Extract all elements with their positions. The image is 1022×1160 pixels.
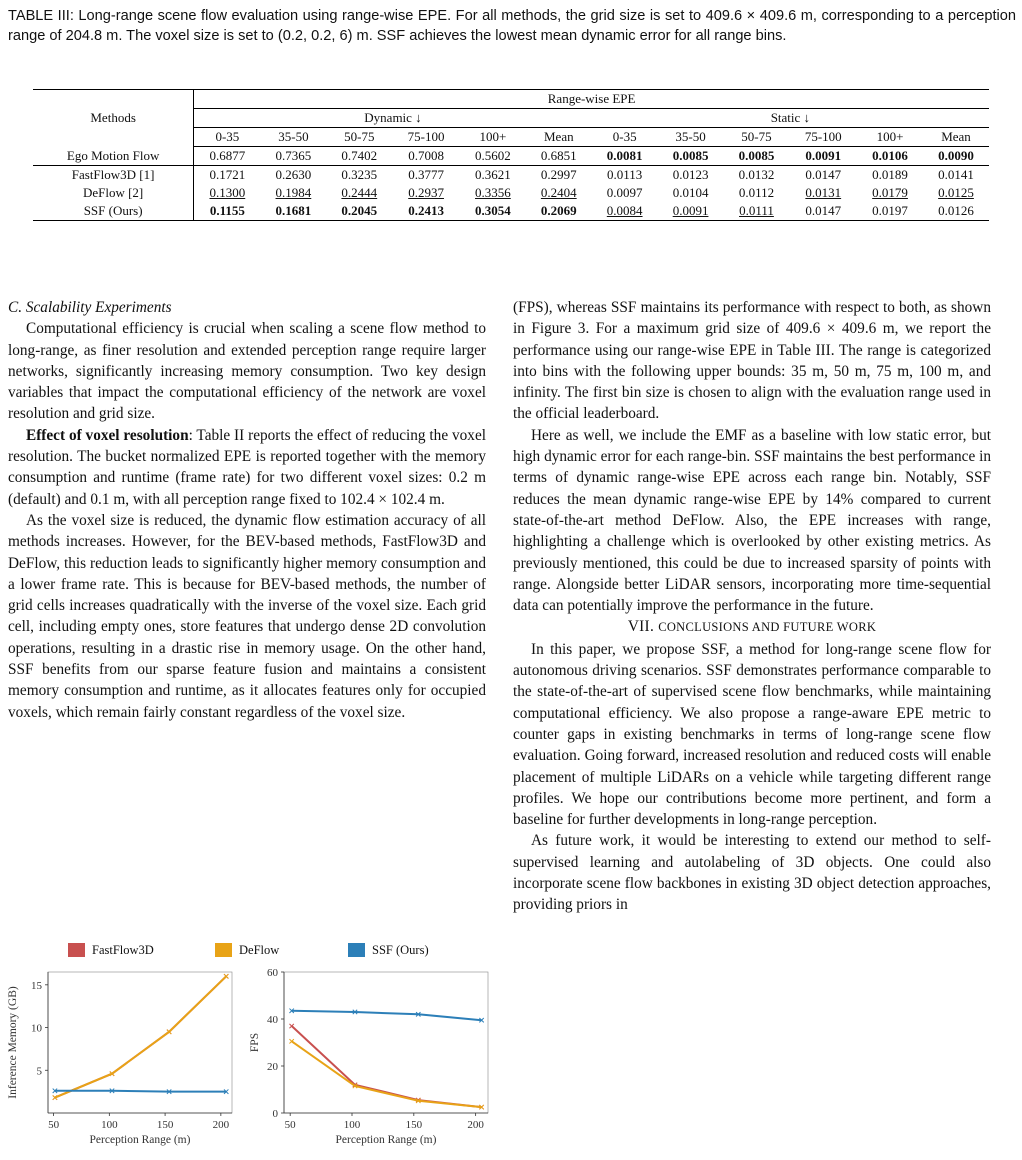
y-tick-label: 20: [267, 1061, 278, 1073]
value-cell: 0.2413: [392, 202, 460, 221]
table-caption-label: TABLE III:: [8, 8, 74, 24]
x-tick-label: 50: [48, 1119, 60, 1131]
series-line: [292, 1026, 482, 1107]
value-cell: 0.1155: [194, 202, 261, 221]
section-heading-conclusions: [513, 616, 991, 638]
value-cell: 0.0131: [805, 185, 842, 200]
value-cell: 0.1681: [260, 202, 326, 221]
method-cell: SSF (Ours): [33, 202, 194, 221]
value-cell: 0.0104: [672, 185, 709, 200]
x-tick-label: 100: [101, 1119, 118, 1131]
value-cell: 0.0197: [857, 202, 923, 221]
bin-header: Mean: [923, 128, 989, 147]
value-cell: 0.0090: [923, 147, 989, 166]
value-cell: 0.2404: [540, 185, 577, 200]
left-column: [8, 297, 486, 723]
bin-header: 50-75: [724, 128, 790, 147]
value-cell: 0.0091: [658, 202, 724, 221]
bin-header: 75-100: [789, 128, 857, 147]
value-cell: 0.0125: [938, 185, 974, 200]
legend-swatch: [215, 943, 232, 957]
paragraph: As future work, it would be interesting to extend our method to self-supervised learning and autolabeling of 3D objects. One could also incorporate scene flow backbones in existing 3D object detection approaches, providing priors in: [513, 832, 991, 914]
value-cell: 0.0085: [658, 147, 724, 166]
value-cell: 0.0111: [724, 202, 790, 221]
table-row: [33, 166, 989, 185]
value-cell: 0.1721: [209, 167, 246, 182]
paragraph: As the voxel size is reduced, the dynamic flow estimation accuracy of all methods increases. However, for the BEV-based methods, FastFlow3D and DeFlow, this reduction leads to significantly higher memory consumption and a lower frame rate. This is because for BEV-based methods, the number of grid cells increases quadratically with the inverse of the voxel size. Each grid cell, including empty ones, store features that undergo dense 2D convolution operations, resulting in a drastic rise in memory usage. On the other hand, SSF benefits from our sparse feature fusion and maintains a consistent memory consumption and runtime, as it allocates features only for occupied voxels, which remain fairly constant regardless of the voxel size.: [8, 511, 486, 721]
value-cell: 0.0097: [606, 185, 643, 200]
memory-chart: [7, 972, 232, 1146]
legend-label: DeFlow: [239, 943, 280, 957]
value-cell: 0.6851: [526, 147, 592, 166]
paragraph: In this paper, we propose SSF, a method for long-range scene flow for autonomous driving scenarios. SSF demonstrates performance comparable to the state-of-the-art of supervised scene flow benchmarks, while maintaining computational efficiency. We also propose a range-aware EPE metric to counter gaps in existing benchmarks in terms of long-range scene flow evaluation. Going forward, increased resolution and reduced costs will enable placement of multiple LiDARs on a vehicle while targeting different range profiles. We hope our contributions become more pertinent, and form a baseline for further developments in long-range perception.: [513, 640, 991, 829]
value-cell: 0.6877: [194, 147, 261, 166]
bin-header: 35-50: [260, 128, 326, 147]
table-row: [33, 184, 989, 202]
value-cell: 0.0147: [789, 202, 857, 221]
paragraph: Computational efficiency is crucial when scaling a scene flow method to long-range, as finer resolution and extended perception range require larger networks, significantly increasing memory consumption. Two key design variables that impact the computational efficiency of the network are voxel resolution and grid size.: [8, 320, 486, 423]
value-cell: 0.3777: [408, 167, 444, 182]
bin-header: 100+: [857, 128, 923, 147]
static-header: Static ↓: [592, 109, 989, 128]
bin-header: 0-35: [592, 128, 658, 147]
y-tick-label: 40: [267, 1014, 278, 1026]
y-axis-label: Inference Memory (GB): [7, 986, 19, 1099]
series-line: [55, 1091, 226, 1092]
value-cell: 0.7365: [260, 147, 326, 166]
value-cell: 0.0106: [857, 147, 923, 166]
value-cell: 0.5602: [460, 147, 526, 166]
value-cell: 0.0179: [872, 185, 908, 200]
x-axis-label: Perception Range (m): [89, 1134, 191, 1146]
y-tick-label: 10: [31, 1022, 42, 1035]
group-header: Range-wise EPE: [194, 90, 989, 109]
y-tick-label: 15: [31, 979, 42, 992]
results-table: [33, 89, 989, 221]
value-cell: 0.2069: [526, 202, 592, 221]
table-caption: [8, 6, 1016, 46]
x-tick-label: 150: [405, 1119, 423, 1131]
methods-header: Methods: [33, 90, 194, 147]
legend-swatch: [348, 943, 365, 957]
value-cell: 0.3235: [341, 167, 378, 182]
fps-chart: [249, 967, 488, 1146]
x-tick-label: 200: [212, 1119, 230, 1131]
x-tick-label: 150: [156, 1119, 174, 1131]
bin-header: 0-35: [194, 128, 261, 147]
value-cell: 0.1300: [209, 185, 246, 200]
x-tick-label: 200: [467, 1119, 484, 1131]
value-cell: 0.0147: [805, 167, 842, 182]
value-cell: 0.2444: [341, 185, 378, 200]
figure-3: [0, 930, 500, 1155]
bin-header: 50-75: [326, 128, 392, 147]
series-line: [55, 976, 226, 1097]
table-row: [33, 202, 989, 221]
value-cell: 0.7008: [392, 147, 460, 166]
value-cell: 0.0081: [592, 147, 658, 166]
value-cell: 0.0084: [592, 202, 658, 221]
value-cell: 0.1984: [275, 185, 312, 200]
series-line: [292, 1011, 482, 1020]
value-cell: 0.0123: [672, 167, 709, 182]
y-tick-label: 0: [272, 1108, 278, 1120]
right-column: [513, 297, 991, 916]
series-line: [55, 976, 226, 1097]
value-cell: 0.2997: [540, 167, 577, 182]
table-caption-text: Long-range scene flow evaluation using range-wise EPE. For all methods, the grid size is set to 409.6 × 409.6 m, corresponding to a perception range of 204.8 m. The voxel size is set to (0.2, 0.2, 6) m. SSF achieves the lowest mean dynamic error for all range bins.: [8, 8, 1016, 44]
x-axis-label: Perception Range (m): [335, 1134, 437, 1146]
legend-label: FastFlow3D: [92, 943, 154, 957]
dynamic-header: Dynamic ↓: [194, 109, 592, 128]
bin-header: 100+: [460, 128, 526, 147]
value-cell: 0.0112: [738, 185, 775, 200]
value-cell: 0.0126: [923, 202, 989, 221]
value-cell: 0.3356: [475, 185, 511, 200]
x-tick-label: 50: [284, 1119, 296, 1131]
value-cell: 0.0085: [724, 147, 790, 166]
bin-header: 75-100: [392, 128, 460, 147]
section-number: VII.: [627, 618, 655, 636]
bin-header: 35-50: [658, 128, 724, 147]
data-point: [224, 974, 228, 978]
section-heading-text: CONCLUSIONS AND FUTURE WORK: [658, 620, 877, 635]
method-cell: Ego Motion Flow: [33, 147, 194, 166]
value-cell: 0.0132: [738, 167, 775, 182]
section-title-scalability: C. Scalability Experiments: [8, 299, 172, 316]
table-row: [33, 147, 989, 166]
value-cell: 0.2045: [326, 202, 392, 221]
method-cell: FastFlow3D [1]: [33, 166, 194, 185]
paragraph-lead: Effect of voxel resolution: [26, 426, 189, 444]
value-cell: 0.2630: [275, 167, 312, 182]
value-cell: 0.0113: [607, 167, 643, 182]
value-cell: 0.0091: [789, 147, 857, 166]
value-cell: 0.0141: [938, 167, 974, 182]
x-tick-label: 100: [343, 1119, 361, 1131]
paragraph: Here as well, we include the EMF as a baseline with low static error, but high dynamic error for each range-bin. SSF maintains the best performance in terms of dynamic range-wise EPE across each range bin. Notably, SSF reduces the mean dynamic range-wise EPE by 14% compared to current state-of-the-art method DeFlow. Also, the EPE increases with range, highlighting a challenge which is overlooked by other existing metrics. As previously mentioned, this could be due to increased sparsity of points with range. Alongside better LiDAR sensors, incorporating more time-sequential data can potentially improve the performance in the future.: [513, 426, 991, 615]
y-tick-label: 5: [36, 1065, 42, 1078]
paragraph: Effect of voxel resolution: Table II reports the effect of reducing the voxel resolution. The bucket normalized EPE is reported together with the memory consumption and runtime (frame rate) for two different voxel sizes: 0.2 m (default) and 0.1 m, with all perception range fixed to 102.4 × 102.4 m.: [8, 426, 486, 508]
value-cell: 0.2937: [408, 185, 444, 200]
value-cell: 0.3054: [460, 202, 526, 221]
legend-swatch: [68, 943, 85, 957]
method-cell: DeFlow [2]: [33, 184, 194, 202]
chart-legend: [68, 943, 429, 957]
y-axis-label: FPS: [249, 1032, 261, 1053]
value-cell: 0.7402: [326, 147, 392, 166]
y-tick-label: 60: [267, 967, 278, 979]
bin-header: Mean: [526, 128, 592, 147]
figure-svg: [0, 930, 500, 1155]
value-cell: 0.0189: [872, 167, 908, 182]
paragraph: (FPS), whereas SSF maintains its performance with respect to both, as shown in Figure 3. For a maximum grid size of 409.6 × 409.6 m, we report the performance using our range-wise EPE in Table III. The range is categorized into bins with the following upper bounds: 35 m, 50 m, 75 m, 100 m, and infinity. The first bin size is chosen to align with the evaluation range used in the official leaderboard.: [513, 299, 991, 423]
legend-label: SSF (Ours): [372, 943, 429, 957]
value-cell: 0.3621: [475, 167, 511, 182]
